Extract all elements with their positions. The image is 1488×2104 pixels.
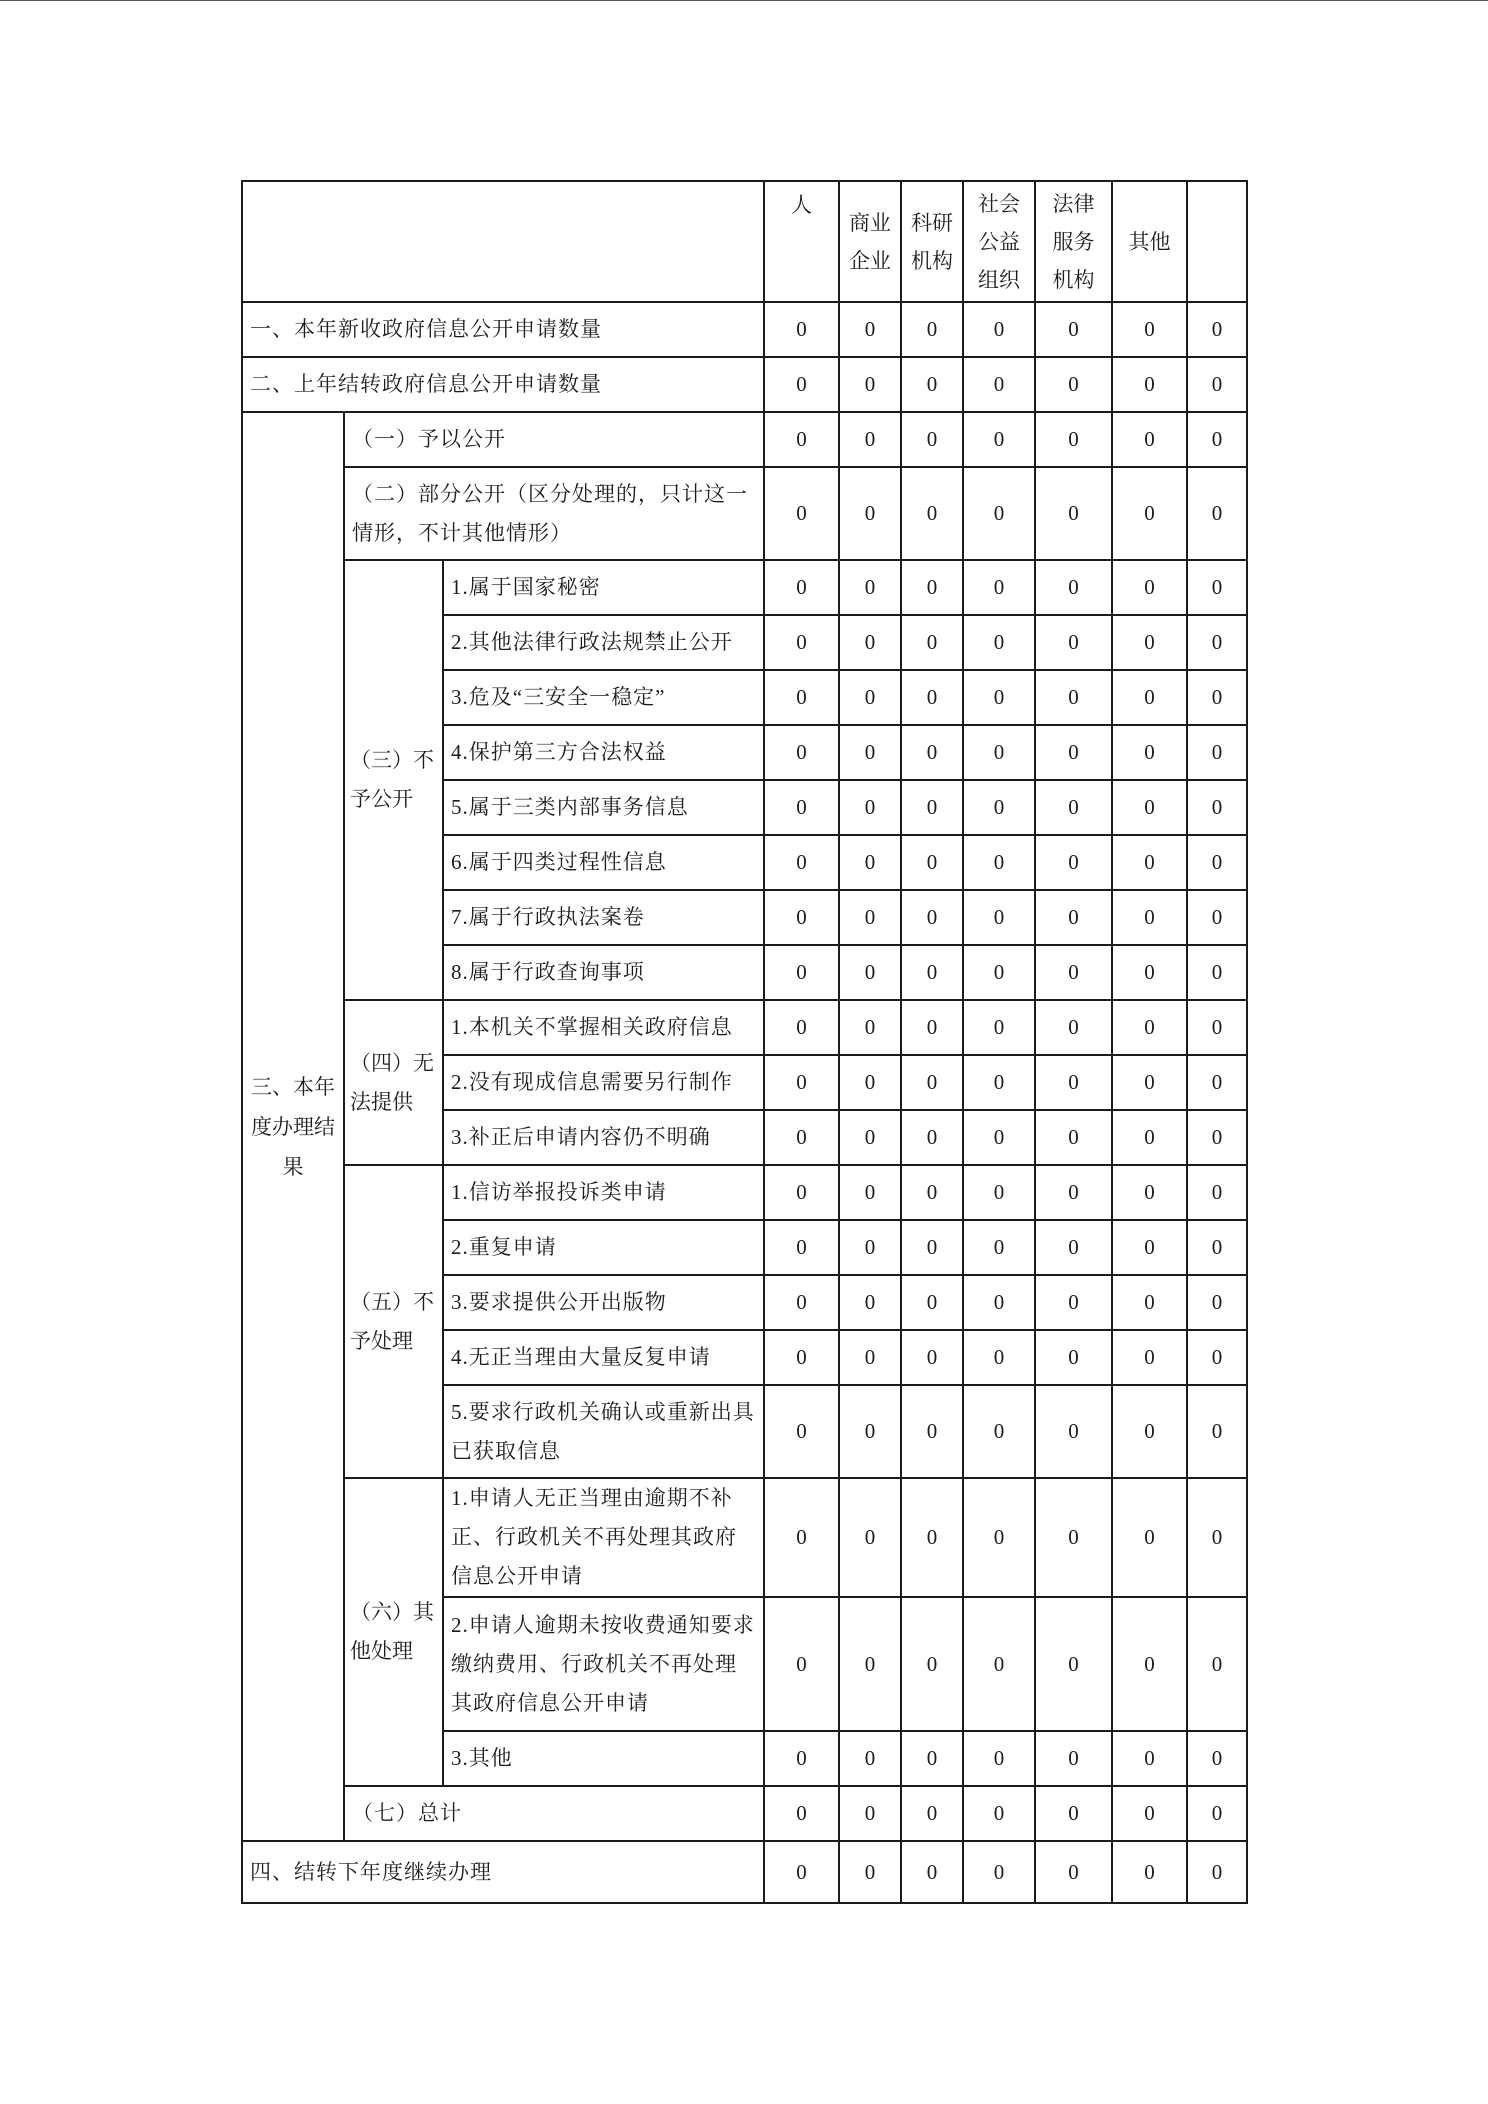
item-label: 6.属于四类过程性信息 xyxy=(443,835,764,890)
count-cell: 0 xyxy=(1035,357,1112,412)
count-cell: 0 xyxy=(1187,835,1247,890)
count-cell: 0 xyxy=(1187,302,1247,357)
count-cell: 0 xyxy=(901,780,963,835)
count-cell: 0 xyxy=(901,615,963,670)
count-cell: 0 xyxy=(764,1220,839,1275)
count-cell: 0 xyxy=(901,1385,963,1478)
count-cell: 0 xyxy=(1112,467,1187,560)
column-header xyxy=(963,181,1035,302)
table-row xyxy=(242,357,1247,412)
item-label: 4.无正当理由大量反复申请 xyxy=(443,1330,764,1385)
count-cell: 0 xyxy=(1035,615,1112,670)
count-cell: 0 xyxy=(1187,1597,1247,1731)
count-cell: 0 xyxy=(764,560,839,615)
count-cell: 0 xyxy=(1035,725,1112,780)
item-label: 3.要求提供公开出版物 xyxy=(443,1275,764,1330)
count-cell: 0 xyxy=(1187,1275,1247,1330)
count-cell: 0 xyxy=(1187,725,1247,780)
count-cell: 0 xyxy=(1112,945,1187,1000)
column-header xyxy=(1112,181,1187,302)
count-cell: 0 xyxy=(1187,615,1247,670)
count-cell: 0 xyxy=(1112,412,1187,467)
count-cell: 0 xyxy=(764,1275,839,1330)
count-cell: 0 xyxy=(764,1000,839,1055)
count-cell: 0 xyxy=(764,1110,839,1165)
section-label: 三、本年度办理结果 xyxy=(242,412,344,1841)
count-cell: 0 xyxy=(963,1478,1035,1597)
count-cell: 0 xyxy=(839,725,901,780)
count-cell: 0 xyxy=(1187,1478,1247,1597)
count-cell: 0 xyxy=(764,725,839,780)
count-cell: 0 xyxy=(901,1220,963,1275)
table-row xyxy=(242,412,1247,467)
count-cell: 0 xyxy=(1112,725,1187,780)
count-cell: 0 xyxy=(963,1841,1035,1903)
count-cell: 0 xyxy=(1035,835,1112,890)
count-cell: 0 xyxy=(901,1110,963,1165)
count-cell: 0 xyxy=(1187,1220,1247,1275)
count-cell: 0 xyxy=(839,1330,901,1385)
count-cell: 0 xyxy=(1112,780,1187,835)
count-cell: 0 xyxy=(839,615,901,670)
count-cell: 0 xyxy=(1035,780,1112,835)
item-label: 2.重复申请 xyxy=(443,1220,764,1275)
count-cell: 0 xyxy=(1187,890,1247,945)
column-header xyxy=(1035,181,1112,302)
count-cell: 0 xyxy=(1112,357,1187,412)
count-cell: 0 xyxy=(901,467,963,560)
column-header-label: 社会公益组织 xyxy=(978,191,1021,292)
count-cell: 0 xyxy=(1187,780,1247,835)
count-cell: 0 xyxy=(1035,412,1112,467)
count-cell: 0 xyxy=(1035,1786,1112,1841)
item-label: 5.属于三类内部事务信息 xyxy=(443,780,764,835)
count-cell: 0 xyxy=(1035,467,1112,560)
item-label: 8.属于行政查询事项 xyxy=(443,945,764,1000)
count-cell: 0 xyxy=(963,945,1035,1000)
count-cell: 0 xyxy=(963,357,1035,412)
row-label: 二、上年结转政府信息公开申请数量 xyxy=(242,357,764,412)
count-cell: 0 xyxy=(963,1731,1035,1786)
count-cell: 0 xyxy=(963,1275,1035,1330)
count-cell: 0 xyxy=(1187,560,1247,615)
count-cell: 0 xyxy=(839,1275,901,1330)
count-cell: 0 xyxy=(1112,560,1187,615)
count-cell: 0 xyxy=(839,560,901,615)
column-header-label: 商业企业 xyxy=(849,210,892,273)
count-cell: 0 xyxy=(901,1330,963,1385)
column-header-label: 科研机构 xyxy=(911,210,954,273)
table-row xyxy=(242,1478,1247,1597)
count-cell: 0 xyxy=(1187,1110,1247,1165)
item-label: 4.保护第三方合法权益 xyxy=(443,725,764,780)
count-cell: 0 xyxy=(764,890,839,945)
count-cell: 0 xyxy=(901,670,963,725)
count-cell: 0 xyxy=(1112,1841,1187,1903)
count-cell: 0 xyxy=(1187,1731,1247,1786)
count-cell: 0 xyxy=(1187,412,1247,467)
count-cell: 0 xyxy=(901,1841,963,1903)
count-cell: 0 xyxy=(901,945,963,1000)
count-cell: 0 xyxy=(901,1275,963,1330)
count-cell: 0 xyxy=(764,467,839,560)
count-cell: 0 xyxy=(839,1385,901,1478)
category-label: （二）部分公开（区分处理的，只计这一情形，不计其他情形） xyxy=(344,467,764,560)
category-label: （六）其他处理 xyxy=(344,1478,443,1786)
count-cell: 0 xyxy=(1187,1385,1247,1478)
item-label: 1.信访举报投诉类申请 xyxy=(443,1165,764,1220)
count-cell: 0 xyxy=(839,670,901,725)
count-cell: 0 xyxy=(963,412,1035,467)
count-cell: 0 xyxy=(1112,1478,1187,1597)
count-cell: 0 xyxy=(1035,1731,1112,1786)
count-cell: 0 xyxy=(1112,1110,1187,1165)
count-cell: 0 xyxy=(963,1786,1035,1841)
item-label: 2.没有现成信息需要另行制作 xyxy=(443,1055,764,1110)
count-cell: 0 xyxy=(901,1597,963,1731)
count-cell: 0 xyxy=(1112,1275,1187,1330)
row-label: 四、结转下年度继续办理 xyxy=(242,1841,764,1903)
count-cell: 0 xyxy=(901,835,963,890)
count-cell: 0 xyxy=(1112,1165,1187,1220)
count-cell: 0 xyxy=(963,615,1035,670)
header-row xyxy=(242,181,1247,302)
count-cell: 0 xyxy=(1187,1330,1247,1385)
count-cell: 0 xyxy=(1035,1165,1112,1220)
count-cell: 0 xyxy=(963,1385,1035,1478)
count-cell: 0 xyxy=(839,890,901,945)
category-label: （四）无法提供 xyxy=(344,1000,443,1165)
count-cell: 0 xyxy=(1035,945,1112,1000)
count-cell: 0 xyxy=(1112,1731,1187,1786)
count-cell: 0 xyxy=(764,1478,839,1597)
count-cell: 0 xyxy=(1112,1597,1187,1731)
count-cell: 0 xyxy=(1112,1385,1187,1478)
count-cell: 0 xyxy=(901,725,963,780)
count-cell: 0 xyxy=(764,1165,839,1220)
count-cell: 0 xyxy=(963,1165,1035,1220)
count-cell: 0 xyxy=(963,467,1035,560)
count-cell: 0 xyxy=(764,1786,839,1841)
count-cell: 0 xyxy=(1112,835,1187,890)
item-label: 5.要求行政机关确认或重新出具已获取信息 xyxy=(443,1385,764,1478)
count-cell: 0 xyxy=(764,670,839,725)
count-cell: 0 xyxy=(839,467,901,560)
count-cell: 0 xyxy=(901,1786,963,1841)
count-cell: 0 xyxy=(1187,945,1247,1000)
count-cell: 0 xyxy=(963,780,1035,835)
column-header-label: 法律服务机构 xyxy=(1052,191,1095,292)
count-cell: 0 xyxy=(839,1597,901,1731)
count-cell: 0 xyxy=(963,1000,1035,1055)
count-cell: 0 xyxy=(839,1220,901,1275)
count-cell: 0 xyxy=(1035,560,1112,615)
count-cell: 0 xyxy=(1035,1330,1112,1385)
count-cell: 0 xyxy=(901,1478,963,1597)
count-cell: 0 xyxy=(963,890,1035,945)
count-cell: 0 xyxy=(1187,670,1247,725)
column-header xyxy=(901,181,963,302)
column-header xyxy=(839,181,901,302)
item-label: 1.属于国家秘密 xyxy=(443,560,764,615)
count-cell: 0 xyxy=(1035,302,1112,357)
count-cell: 0 xyxy=(1112,1330,1187,1385)
table-row xyxy=(242,1165,1247,1220)
count-cell: 0 xyxy=(1035,1110,1112,1165)
item-label: 7.属于行政执法案卷 xyxy=(443,890,764,945)
count-cell: 0 xyxy=(1187,1055,1247,1110)
count-cell: 0 xyxy=(963,302,1035,357)
count-cell: 0 xyxy=(963,835,1035,890)
count-cell: 0 xyxy=(901,302,963,357)
count-cell: 0 xyxy=(963,1330,1035,1385)
table-row xyxy=(242,1000,1247,1055)
column-header xyxy=(1187,181,1247,302)
count-cell: 0 xyxy=(901,1731,963,1786)
count-cell: 0 xyxy=(963,670,1035,725)
count-cell: 0 xyxy=(839,1110,901,1165)
table-row xyxy=(242,302,1247,357)
count-cell: 0 xyxy=(1035,1275,1112,1330)
count-cell: 0 xyxy=(1035,1478,1112,1597)
count-cell: 0 xyxy=(1187,467,1247,560)
count-cell: 0 xyxy=(1112,1000,1187,1055)
category-label: （七）总计 xyxy=(344,1786,764,1841)
count-cell: 0 xyxy=(1035,1597,1112,1731)
page-top-edge xyxy=(0,0,1488,1)
item-label: 3.其他 xyxy=(443,1731,764,1786)
count-cell: 0 xyxy=(839,1055,901,1110)
count-cell: 0 xyxy=(901,357,963,412)
count-cell: 0 xyxy=(764,302,839,357)
category-label: （一）予以公开 xyxy=(344,412,764,467)
count-cell: 0 xyxy=(764,615,839,670)
header-corner-cell xyxy=(242,181,764,302)
count-cell: 0 xyxy=(901,412,963,467)
count-cell: 0 xyxy=(1112,670,1187,725)
count-cell: 0 xyxy=(839,1165,901,1220)
count-cell: 0 xyxy=(764,412,839,467)
column-header-label: 人 xyxy=(791,193,813,217)
count-cell: 0 xyxy=(901,1165,963,1220)
count-cell: 0 xyxy=(1187,1786,1247,1841)
count-cell: 0 xyxy=(1035,1841,1112,1903)
count-cell: 0 xyxy=(764,1841,839,1903)
count-cell: 0 xyxy=(764,1330,839,1385)
table-row xyxy=(242,560,1247,615)
count-cell: 0 xyxy=(1035,1055,1112,1110)
item-label: 2.申请人逾期未按收费通知要求缴纳费用、行政机关不再处理其政府信息公开申请 xyxy=(443,1597,764,1731)
count-cell: 0 xyxy=(901,890,963,945)
count-cell: 0 xyxy=(839,1786,901,1841)
count-cell: 0 xyxy=(1187,357,1247,412)
count-cell: 0 xyxy=(901,560,963,615)
count-cell: 0 xyxy=(839,1841,901,1903)
item-label: 3.补正后申请内容仍不明确 xyxy=(443,1110,764,1165)
count-cell: 0 xyxy=(1035,1000,1112,1055)
category-label: （五）不予处理 xyxy=(344,1165,443,1478)
column-header-label: 其他 xyxy=(1128,229,1171,254)
count-cell: 0 xyxy=(1112,890,1187,945)
column-header xyxy=(764,181,839,302)
item-label: 2.其他法律行政法规禁止公开 xyxy=(443,615,764,670)
count-cell: 0 xyxy=(963,560,1035,615)
count-cell: 0 xyxy=(1187,1841,1247,1903)
count-cell: 0 xyxy=(764,945,839,1000)
count-cell: 0 xyxy=(1112,615,1187,670)
disclosure-statistics-table xyxy=(241,180,1248,1904)
count-cell: 0 xyxy=(764,1597,839,1731)
count-cell: 0 xyxy=(1112,302,1187,357)
count-cell: 0 xyxy=(839,302,901,357)
count-cell: 0 xyxy=(839,1478,901,1597)
count-cell: 0 xyxy=(1187,1000,1247,1055)
count-cell: 0 xyxy=(764,1055,839,1110)
count-cell: 0 xyxy=(1112,1220,1187,1275)
table-row xyxy=(242,467,1247,560)
count-cell: 0 xyxy=(764,835,839,890)
count-cell: 0 xyxy=(963,1055,1035,1110)
row-label: 一、本年新收政府信息公开申请数量 xyxy=(242,302,764,357)
count-cell: 0 xyxy=(764,1731,839,1786)
count-cell: 0 xyxy=(963,1110,1035,1165)
count-cell: 0 xyxy=(963,1220,1035,1275)
count-cell: 0 xyxy=(1112,1055,1187,1110)
table-row xyxy=(242,1841,1247,1903)
count-cell: 0 xyxy=(901,1055,963,1110)
count-cell: 0 xyxy=(764,780,839,835)
count-cell: 0 xyxy=(839,357,901,412)
count-cell: 0 xyxy=(963,1597,1035,1731)
category-label: （三）不予公开 xyxy=(344,560,443,1000)
count-cell: 0 xyxy=(1035,1385,1112,1478)
count-cell: 0 xyxy=(839,945,901,1000)
count-cell: 0 xyxy=(1187,1165,1247,1220)
item-label: 1.本机关不掌握相关政府信息 xyxy=(443,1000,764,1055)
count-cell: 0 xyxy=(839,835,901,890)
count-cell: 0 xyxy=(839,412,901,467)
count-cell: 0 xyxy=(1112,1786,1187,1841)
count-cell: 0 xyxy=(901,1000,963,1055)
count-cell: 0 xyxy=(764,1385,839,1478)
count-cell: 0 xyxy=(839,780,901,835)
count-cell: 0 xyxy=(764,357,839,412)
item-label: 1.申请人无正当理由逾期不补正、行政机关不再处理其政府信息公开申请 xyxy=(443,1478,764,1597)
count-cell: 0 xyxy=(1035,1220,1112,1275)
count-cell: 0 xyxy=(1035,890,1112,945)
count-cell: 0 xyxy=(963,725,1035,780)
table-body xyxy=(242,302,1247,1903)
count-cell: 0 xyxy=(1035,670,1112,725)
count-cell: 0 xyxy=(839,1731,901,1786)
count-cell: 0 xyxy=(839,1000,901,1055)
item-label: 3.危及“三安全一稳定” xyxy=(443,670,764,725)
table-row xyxy=(242,1786,1247,1841)
